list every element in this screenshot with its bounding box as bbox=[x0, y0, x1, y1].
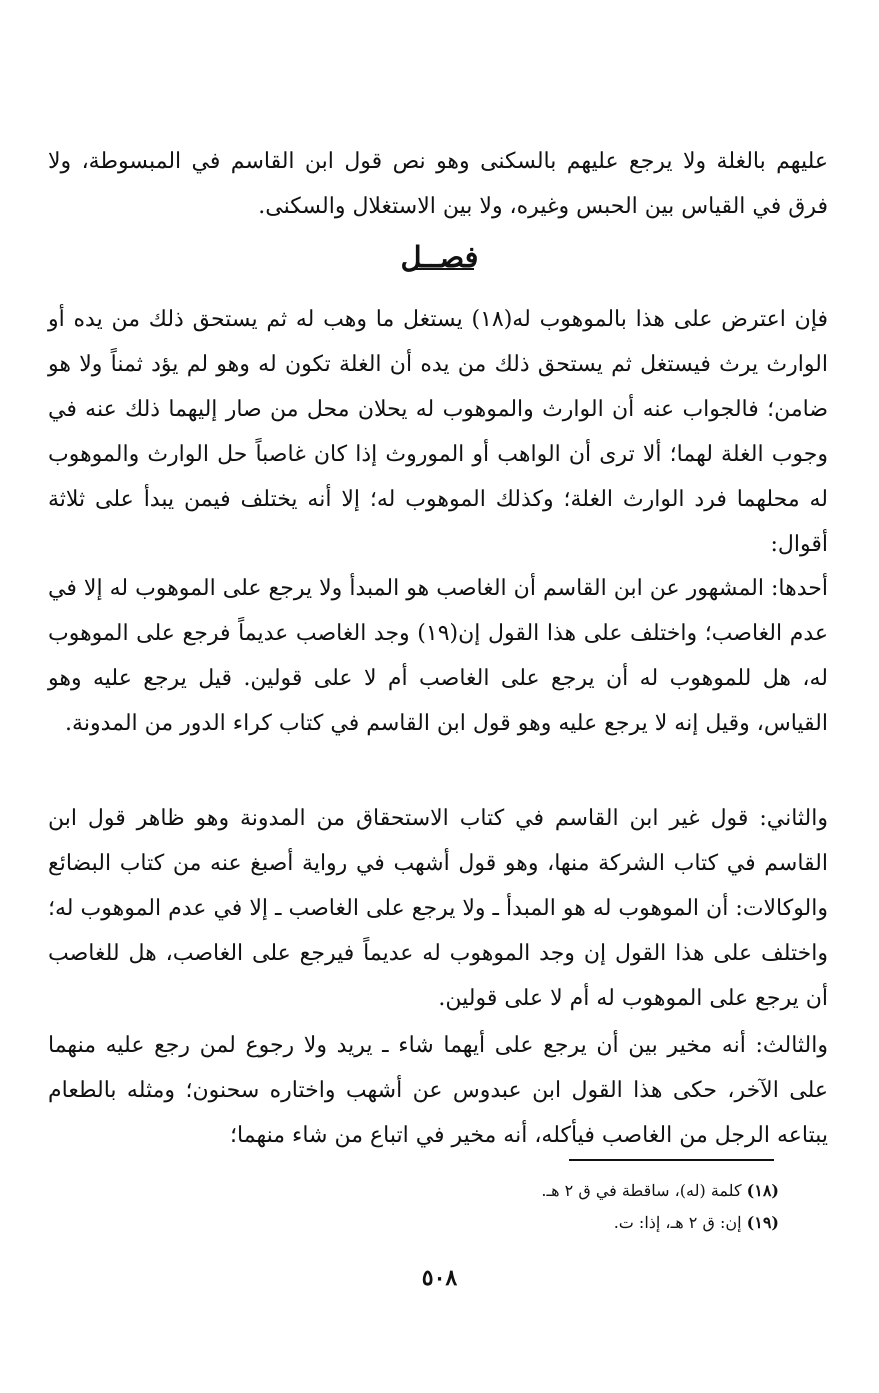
paragraph-third-opinion: والثالث: أنه مخير بين أن يرجع على أيهما شاء ـ يريد ولا رجوع لمن رجع عليه منهما على الآخر، حكى هذا القول ابن عبدوس عن أشهب واختاره سحنون؛ ومثله بالطعام يبتاعه الرجل من الغاصب فيأكله، أنه مخير في اتباع من شاء منهما؛ bbox=[48, 1033, 828, 1148]
footnote-number: (١٩) bbox=[746, 1213, 779, 1232]
section-heading: فصــل bbox=[0, 240, 879, 270]
paragraph-intro: عليهم بالغلة ولا يرجع عليهم بالسكنى وهو نص قول ابن القاسم في المبسوطة، ولا فرق في القياس بين الحبس وغيره، ولا بين الاستغلال والسكنى. bbox=[48, 149, 828, 219]
paragraph-first-opinion: أحدها: المشهور عن ابن القاسم أن الغاصب هو المبدأ ولا يرجع على الموهوب له إلا في عدم الغاصب؛ واختلف على هذا القول إن(١٩) وجد الغاصب عديماً فرجع على الموهوب له، هل للموهوب له أن يرجع على الغاصب أم لا على قولين. قيل يرجع عليه وهو القياس، وقيل إنه لا يرجع عليه وهو قول ابن القاسم في كتاب كراء الدور من المدونة. bbox=[48, 576, 828, 736]
paragraph-objection: فإن اعترض على هذا بالموهوب له(١٨) يستغل ما وهب له ثم يستحق ذلك من يده أو الوارث يرث فيستغل ثم يستحق ذلك من يده أن الغلة تكون له وهو لم يؤد ثمناً ولا هو ضامن؛ فالجواب عنه أن الوارث والموهوب له يحلان محل من صار إليهما ذلك عنه في وجوب الغلة لهما؛ ألا ترى أن الواهب أو الموروث إذا كان غاصباً حل الوارث والموهوب له محلهما فرد الوارث الغلة؛ وكذلك الموهوب له؛ إلا أنه يختلف فيمن يبدأ على ثلاثة أقوال: bbox=[48, 307, 828, 557]
footnote-19 bbox=[179, 1211, 779, 1235]
footnote-text: إن: ق ٢ هـ، إذا: ت. bbox=[613, 1213, 742, 1232]
page-number: ٥٠٨ bbox=[421, 1265, 458, 1291]
footnote-text: كلمة (له)، ساقطة في ق ٢ هـ. bbox=[541, 1181, 742, 1200]
paragraph-second-opinion: والثاني: قول غير ابن القاسم في كتاب الاستحقاق من المدونة وهو ظاهر قول ابن القاسم في كتاب الشركة منها، وهو قول أشهب في رواية أصبغ عنه من كتاب البضائع والوكالات: أن الموهوب له هو المبدأ ـ ولا يرجع على الغاصب ـ إلا في عدم الموهوب له؛ واختلف على هذا القول إن وجد الموهوب له عديماً فيرجع على الغاصب، هل للغاصب أن يرجع على الموهوب له أم لا على قولين. bbox=[48, 806, 828, 1011]
footnote-number: (١٨) bbox=[746, 1181, 779, 1200]
footnote-18 bbox=[179, 1179, 779, 1203]
footnote-divider bbox=[569, 1159, 774, 1161]
